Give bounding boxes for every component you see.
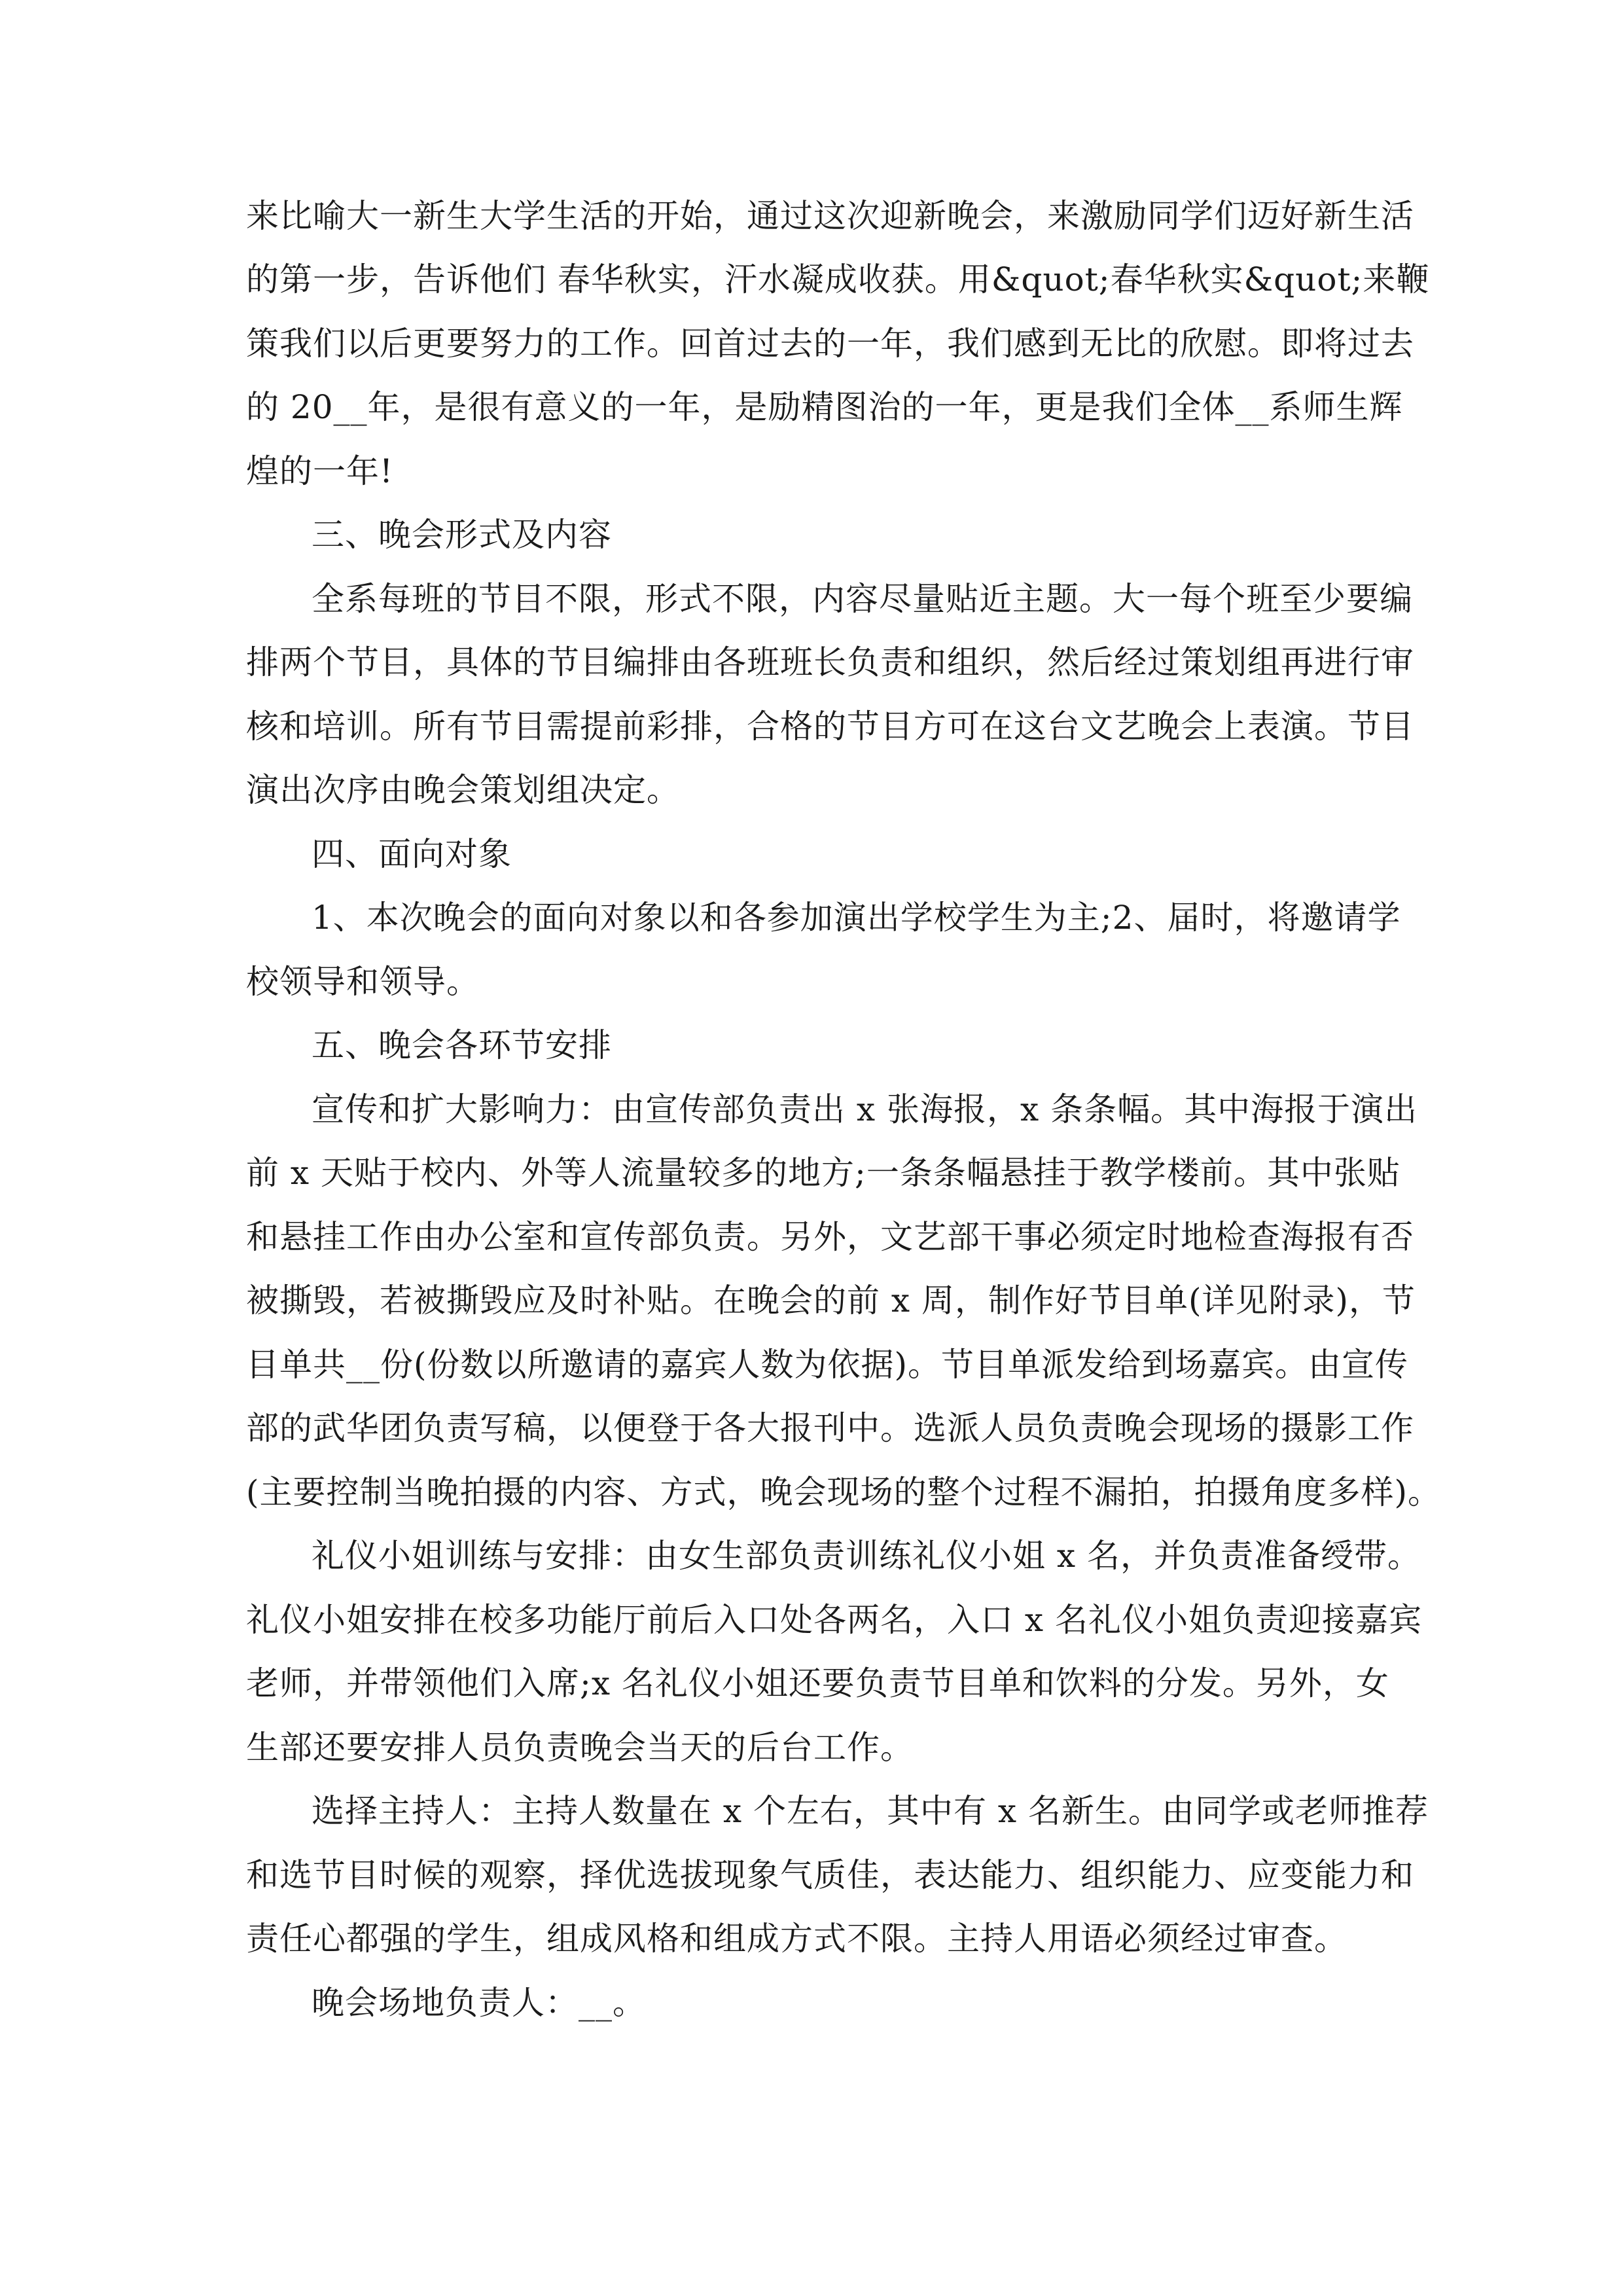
text-line: 晚会场地负责人：__。 — [312, 1984, 646, 2022]
text-line: 部的武华团负责写稿，以便登于各大报刊中。选派人员负责晚会现场的摄影工作 — [246, 1409, 1414, 1447]
text-line: 策我们以后更要努力的工作。回首过去的一年，我们感到无比的欣慰。即将过去 — [246, 325, 1414, 363]
section-heading: 三、晚会形式及内容 — [312, 516, 612, 554]
text-line: 的第一步，告诉他们 春华秋实，汗水凝成收获。用&quot;春华秋实&quot;来鞭 — [246, 260, 1430, 298]
text-line: 排两个节目，具体的节目编排由各班班长负责和组织，然后经过策划组再进行审 — [246, 643, 1414, 681]
text-line: 的 20__年，是很有意义的一年，是励精图治的一年，更是我们全体__系师生辉 — [246, 388, 1403, 426]
text-line: 选择主持人：主持人数量在 x 个左右，其中有 x 名新生。由同学或老师推荐 — [312, 1792, 1429, 1830]
text-line: 煌的一年! — [246, 452, 394, 490]
text-line: 演出次序由晚会策划组决定。 — [246, 771, 680, 809]
text-line: 和选节目时候的观察，择优选拔现象气质佳，表达能力、组织能力、应变能力和 — [246, 1856, 1414, 1894]
text-line: 责任心都强的学生，组成风格和组成方式不限。主持人用语必须经过审查。 — [246, 1920, 1347, 1958]
text-line: 校领导和领导。 — [246, 963, 480, 1001]
text-line: 1、本次晚会的面向对象以和各参加演出学校学生为主;2、届时，将邀请学 — [312, 899, 1401, 937]
text-line: 被撕毁，若被撕毁应及时补贴。在晚会的前 x 周，制作好节目单(详见附录)，节 — [246, 1282, 1416, 1319]
text-line: 老师，并带领他们入席;x 名礼仪小姐还要负责节目单和饮料的分发。另外，女 — [246, 1664, 1389, 1702]
text-line: 前 x 天贴于校内、外等人流量较多的地方;一条条幅悬挂于教学楼前。其中张贴 — [246, 1154, 1400, 1192]
section-heading: 五、晚会各环节安排 — [312, 1026, 612, 1064]
text-line: 礼仪小姐训练与安排：由女生部负责训练礼仪小姐 x 名，并负责准备绶带。 — [312, 1537, 1421, 1575]
text-line: (主要控制当晚拍摄的内容、方式，晚会现场的整个过程不漏拍，拍摄角度多样)。 — [246, 1473, 1442, 1511]
section-heading: 四、面向对象 — [312, 835, 512, 873]
text-line: 礼仪小姐安排在校多功能厅前后入口处各两名，入口 x 名礼仪小姐负责迎接嘉宾 — [246, 1601, 1422, 1639]
text-line: 宣传和扩大影响力：由宣传部负责出 x 张海报，x 条条幅。其中海报于演出 — [312, 1090, 1418, 1128]
text-line: 目单共__份(份数以所邀请的嘉宾人数为依据)。节目单派发给到场嘉宾。由宣传 — [246, 1346, 1409, 1384]
text-line: 生部还要安排人员负责晚会当天的后台工作。 — [246, 1729, 914, 1767]
text-line: 来比喻大一新生大学生活的开始，通过这次迎新晚会，来激励同学们迈好新生活 — [246, 197, 1414, 235]
text-line: 全系每班的节目不限，形式不限，内容尽量贴近主题。大一每个班至少要编 — [312, 580, 1413, 618]
text-line: 和悬挂工作由办公室和宣传部负责。另外，文艺部干事必须定时地检查海报有否 — [246, 1218, 1414, 1256]
text-line: 核和培训。所有节目需提前彩排，合格的节目方可在这台文艺晚会上表演。节目 — [246, 708, 1414, 745]
